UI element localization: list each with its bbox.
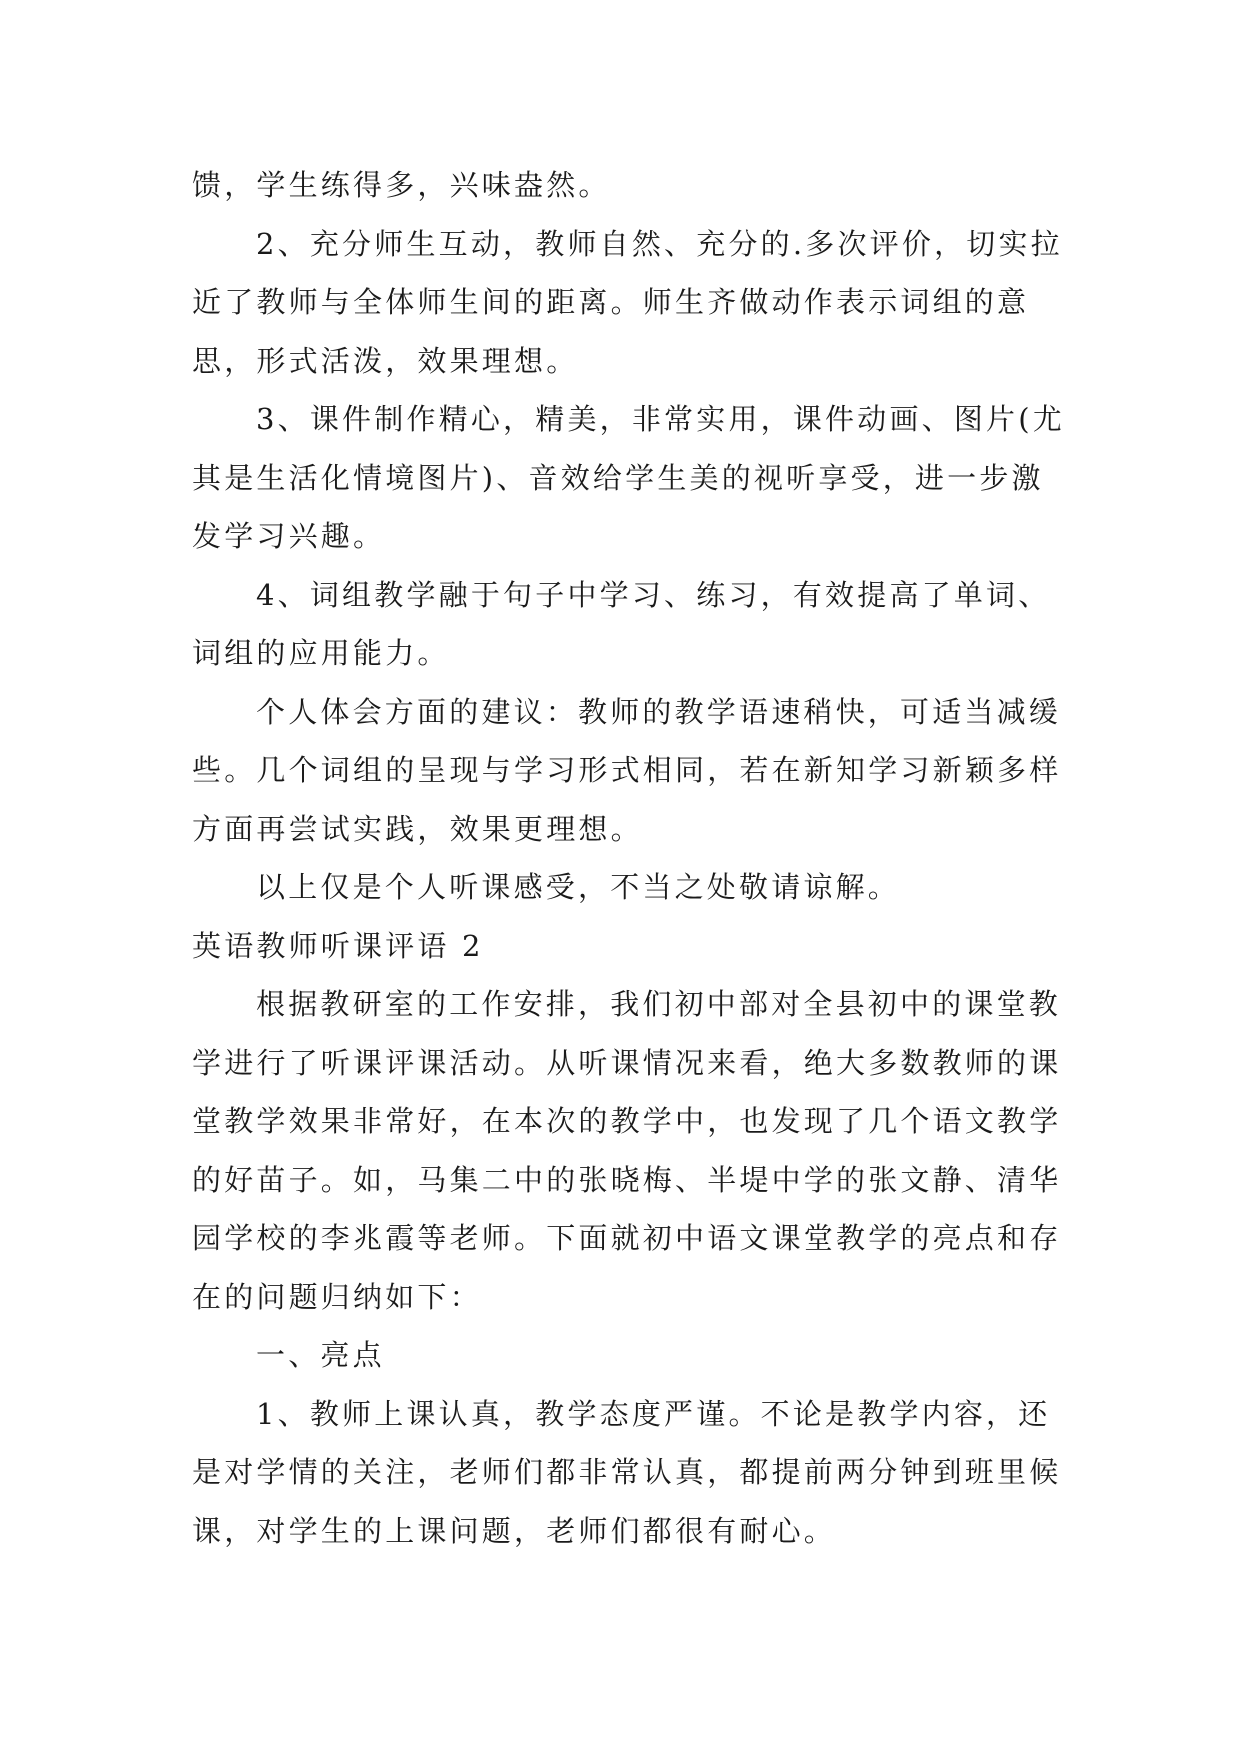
document-body xyxy=(192,156,1072,1560)
paragraph-suggestion: 个人体会方面的建议：教师的教学语速稍快，可适当减缓些。几个词组的呈现与学习形式相同，若在新知学习新颖多样方面再尝试实践，效果更理想。 xyxy=(192,694,1062,846)
section-heading: 英语教师听课评语 2 xyxy=(192,928,484,963)
paragraph-point-2: 2、充分师生互动，教师自然、充分的.多次评价，切实拉近了教师与全体师生间的距离。师生齐做动作表示词组的意思，形式活泼，效果理想。 xyxy=(192,226,1063,378)
paragraph-continuation: 馈，学生练得多，兴味盎然。 xyxy=(192,168,611,202)
paragraph-point-3: 3、课件制作精心，精美，非常实用，课件动画、图片(尤其是生活化情境图片)、音效给学生美的视听享受，进一步激发学习兴趣。 xyxy=(192,402,1065,553)
paragraph-point-4: 4、词组教学融于句子中学习、练习，有效提高了单词、词组的应用能力。 xyxy=(192,577,1051,670)
paragraph-closing: 以上仅是个人听课感受，不当之处敬请谅解。 xyxy=(256,870,901,904)
subheading-highlights: 一、亮点 xyxy=(256,1338,385,1372)
paragraph-highlight-1: 1、教师上课认真，教学态度严谨。不论是教学内容，还是对学情的关注，老师们都非常认真，都提前两分钟到班里候课，对学生的上课问题，老师们都很有耐心。 xyxy=(192,1396,1062,1548)
paragraph-intro: 根据教研室的工作安排，我们初中部对全县初中的课堂教学进行了听课评课活动。从听课情况来看，绝大多数教师的课堂教学效果非常好，在本次的教学中，也发现了几个语文教学的好苗子。如，马集二中的张晓梅、半堤中学的张文静、清华园学校的李兆霞等老师。下面就初中语文课堂教学的亮点和存在的问题归纳如下： xyxy=(192,987,1062,1314)
